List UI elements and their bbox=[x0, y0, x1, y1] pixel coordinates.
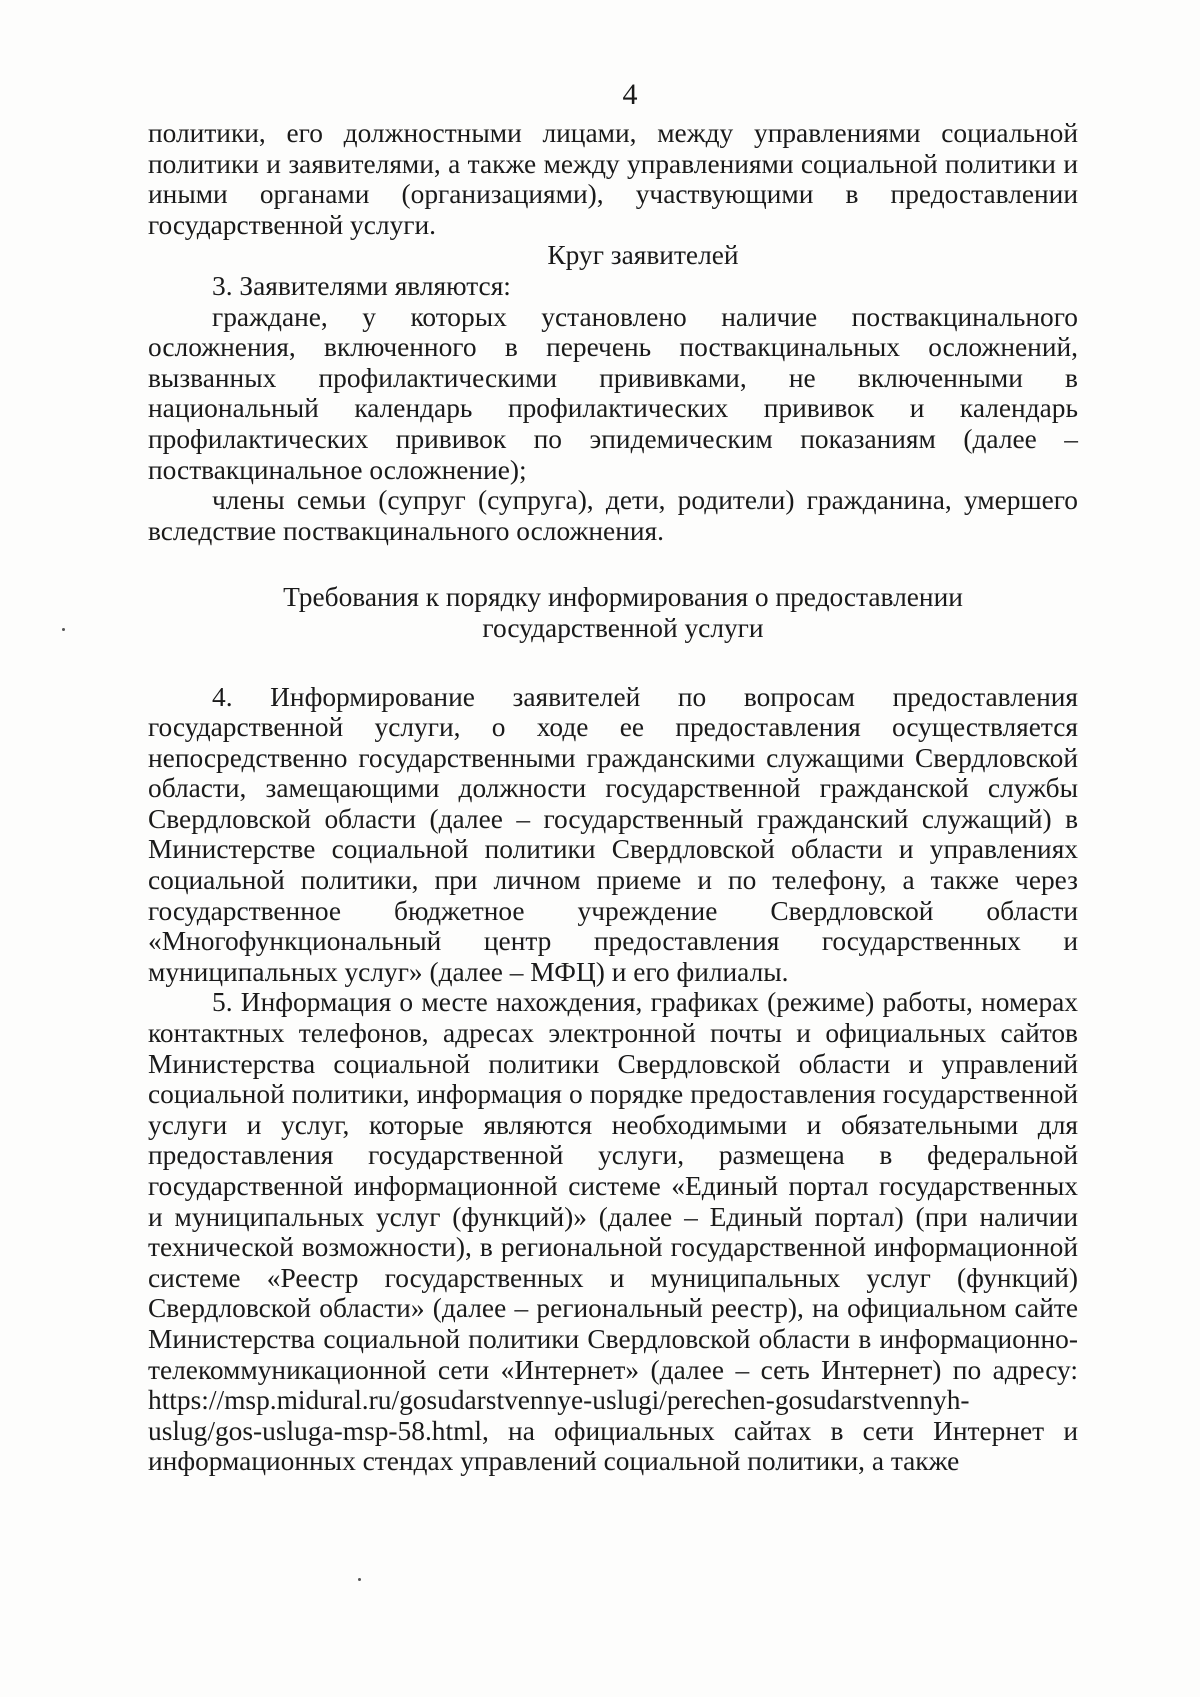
paragraph-citizens: граждане, у которых установлено наличие поствакцинального осложнения, включенного в перечень поствакцинальных осложнений, вызванных профилактическими прививками, не включенными в национальный календарь профилактических прививок и календарь профилактических прививок по эпидемическим показаниям (далее – поствакцинальное осложнение); bbox=[148, 301, 1078, 485]
section-heading-informing bbox=[148, 582, 1078, 643]
scan-speck bbox=[62, 628, 65, 631]
page-number: 4 bbox=[622, 78, 638, 111]
section-heading-informing-line2: государственной услуги bbox=[482, 612, 764, 643]
paragraph-item-4: 4. Информирование заявителей по вопросам предоставления государственной услуги, о ходе ее предоставления осуществляется непосредственно государственными гражданскими служащими Свердловской области, замещающими должности государственной гражданской службы Свердловской области (далее – государственный гражданский служащий) в Министерстве социальной политики Свердловской области и управлениях социальной политики, при личном приеме и по телефону, а также через государственное бюджетное учреждение Свердловской области «Многофункциональный центр предоставления государственных и муниципальных услуг» (далее – МФЦ) и его филиалы. bbox=[148, 681, 1078, 987]
document-body bbox=[148, 118, 1078, 1477]
section-heading-applicants: Круг заявителей bbox=[547, 240, 739, 271]
scan-speck bbox=[358, 1578, 361, 1581]
section-heading-informing-line1: Требования к порядку информирования о предоставлении bbox=[283, 582, 963, 613]
paragraph-family-members: члены семьи (супруг (супруга), дети, родители) гражданина, умершего вследствие поствакцинального осложнения. bbox=[148, 485, 1078, 546]
paragraph-item-5: 5. Информация о месте нахождения, графиках (режиме) работы, номерах контактных телефонов, адресах электронной почты и официальных сайтов Министерства социальной политики Свердловской области и управлений социальной политики, информация о порядке предоставления государственной услуги и услуг, которые являются необходимыми и обязательными для предоставления государственной услуги, размещена в федеральной государственной информационной системе «Единый портал государственных и муниципальных услуг (функций)» (далее – Единый портал) (при наличии технической возможности), в региональной государственной информационной системе «Реестр государственных и муниципальных услуг (функций) Свердловской области» (далее – региональный реестр), на официальном сайте Министерства социальной политики Свердловской области в информационно-телекоммуникационной сети «Интернет» (далее – сеть Интернет) по адресу: https://msp.midural.ru/gosudarstvennye-uslugi/perechen-gosudarstvennyh-uslug/gos-usluga-msp-58.html, на официальных сайтах в сети Интернет и информационных стендах управлений социальной политики, а также bbox=[148, 987, 1078, 1477]
paragraph-continuation: политики, его должностными лицами, между управлениями социальной политики и заявителями, а также между управлениями социальной политики и иными органами (организациями), участвующими в предоставлении государственной услуги. bbox=[148, 118, 1078, 240]
paragraph-item-3: 3. Заявителями являются: bbox=[212, 270, 511, 301]
